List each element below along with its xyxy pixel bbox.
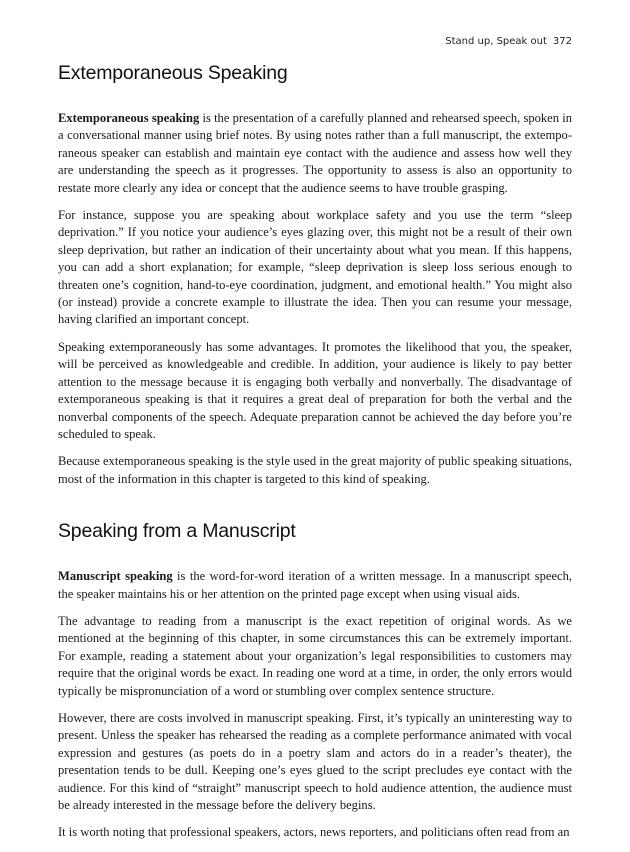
paragraph: Because extemporaneous speaking is the style used in the great majority of public speaking situations, most of the information in this chapter is targeted to this kind of speaking. [58,454,572,486]
paragraph-text: is the word-for-word iteration of a written message. In a manuscript speech, the speaker maintains his or her attention on the printed page except when using visual aids. [58,569,572,601]
key-term: Manuscript speaking [58,569,173,584]
paragraph-text: is the presentation of a carefully planned and rehearsed speech, spoken in a conversational manner using brief notes. By using notes rather than a full manuscript, the extemporaneous speaker can establish and maintain eye contact with the audience and assess how well they are understanding the speech as it progresses. The opportunity to assess is also an opportunity to restate more clearly any idea or concept that the audience seems to have trouble grasping. [58,111,573,195]
section-heading-extemporaneous: Extemporaneous Speaking [58,62,288,84]
paragraph: However, there are costs involved in manuscript speaking. First, it’s typically an uninteresting way to present. Unless the speaker has rehearsed the reading as a complete performance animated with vocal expression and gestures (as poets do in a poetry slam and actors do in a reader’s theater), the presentation tends to be dull. Keeping one’s eyes glued to the script precludes eye contact with the audience. For this kind of “straight” manuscript speech to hold audience attention, the audience must be already interested in the message before the delivery begins. [58,710,572,812]
running-header [445,36,572,47]
paragraph: It is worth noting that professional speakers, actors, news reporters, and politicians often read from an [58,825,570,840]
paragraph: Speaking extemporaneously has some advantages. It promotes the likelihood that you, the speaker, will be perceived as knowledgeable and credible. In addition, your audience is likely to pay better attention to the message because it is engaging both verbally and nonverbally. The disadvantage of extemporaneous speaking is that it requires a great deal of preparation for both the verbal and the nonverbal components of the speech. Adequate preparation cannot be achieved the day before you’re scheduled to speak. [58,339,572,441]
section-heading-manuscript: Speaking from a Manuscript [58,520,296,543]
paragraph [58,110,572,197]
page-number: 372 [552,36,572,47]
page-content [58,62,572,852]
paragraph: For instance, suppose you are speaking about workplace safety and you use the term “sleep deprivation.” If you notice your audience’s eyes glazing over, this might not be a result of their own sleep deprivation, but rather an indication of their uncertainty about what you mean. If this happens, you can add a short explanation; for example, “sleep deprivation is sleep loss serious enough to threaten one’s cognition, hand-to-eye coordination, judgment, and emotional health.” You might also (or instead) provide a concrete example to illustrate the idea. Then you can resume your message, having clarified an important concept. [58,208,572,327]
paragraph [58,568,572,603]
paragraph: The advantage to reading from a manuscript is the exact repetition of original words. As we mentioned at the beginning of this chapter, in some circumstances this can be extremely important. For example, reading a statement about your organization’s legal responsibilities to customers may require that the original words be exact. In reading one word at a time, in order, the only errors would typically be mispronunciation of a word or stumbling over complex sentence structure. [58,613,572,698]
running-title: Stand up, Speak out [445,36,547,47]
key-term: Extemporaneous speaking [58,111,200,125]
